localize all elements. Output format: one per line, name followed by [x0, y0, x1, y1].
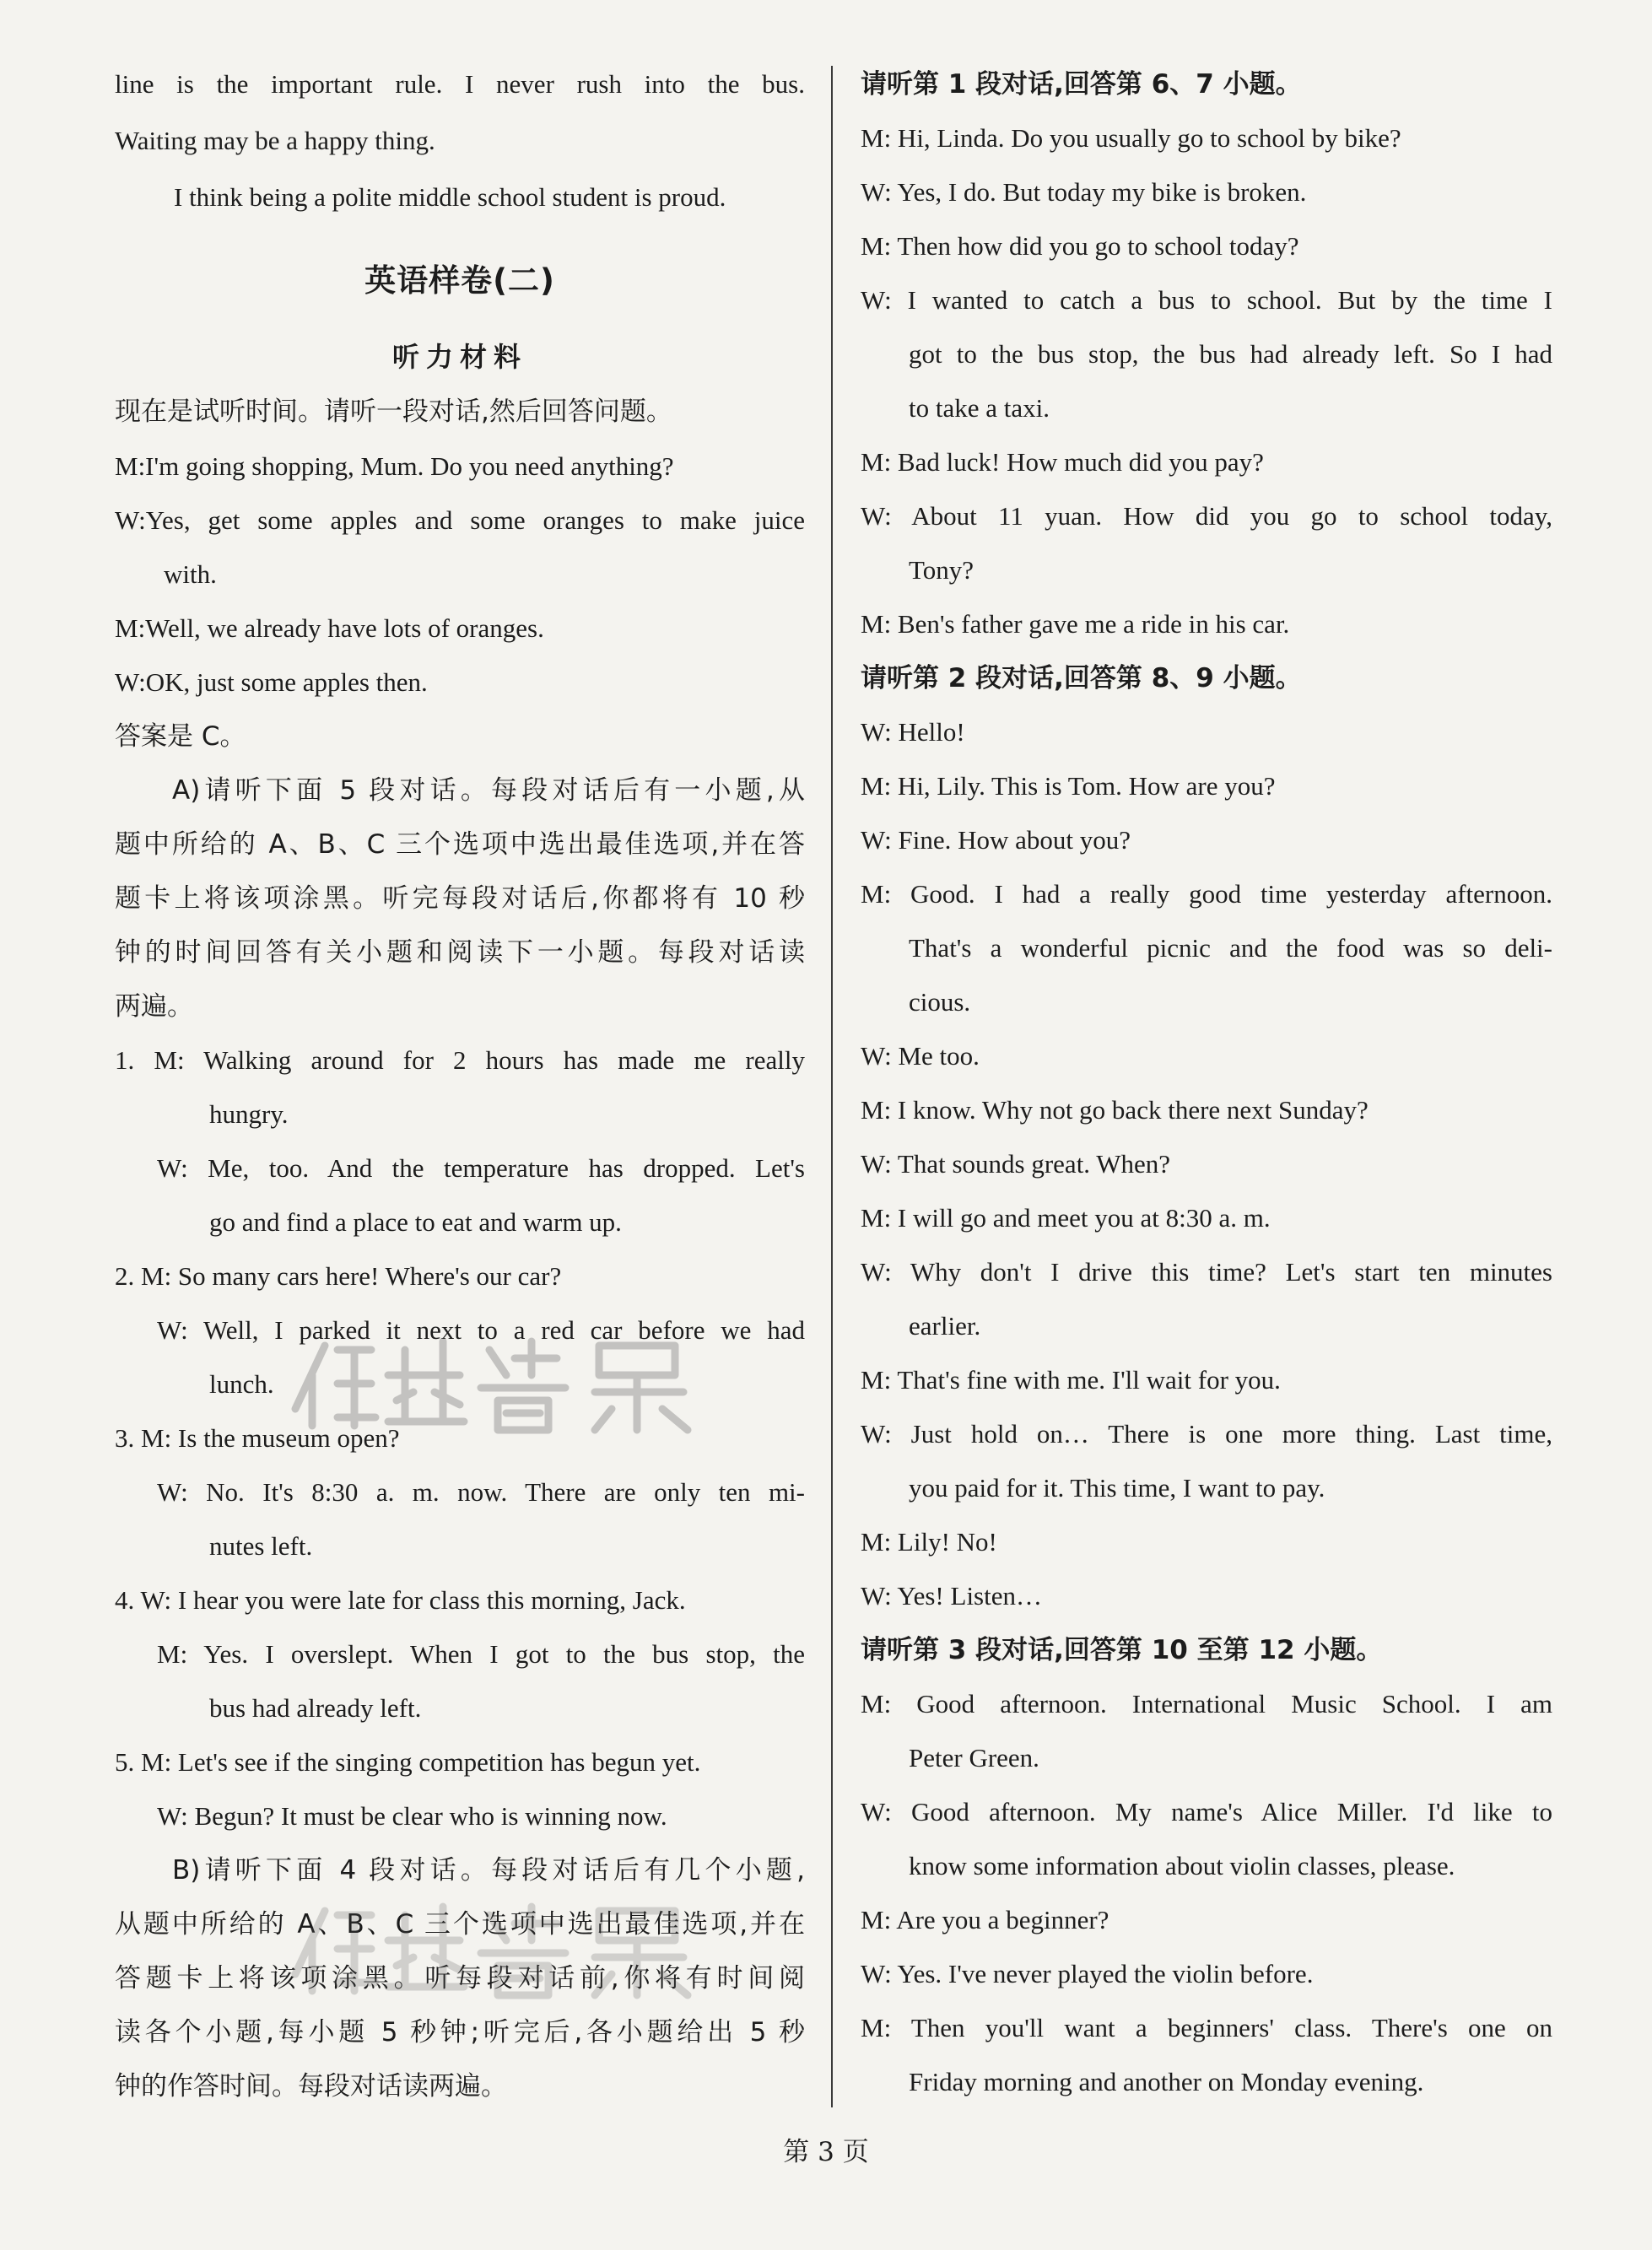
- left-column-line: W: Begun? It must be clear who is winning now.: [157, 1801, 667, 1831]
- left-column-line: 听力材料: [391, 341, 527, 373]
- left-column-line: W: No. It's 8:30 a. m. now. There are only ten mi-: [157, 1477, 805, 1507]
- right-column-line: W: Yes, I do. But today my bike is broken.: [861, 177, 1307, 207]
- left-column-line: line is the important rule. I never rush into the bus.: [115, 69, 805, 99]
- right-column-line: M: Then how did you go to school today?: [861, 231, 1299, 261]
- left-column-line: 答题卡上将该项涂黑。听每段对话前,你将有时间阅: [115, 1963, 805, 1994]
- right-column-line: M: I know. Why not go back there next Sunday?: [861, 1095, 1369, 1125]
- right-column-line: got to the bus stop, the bus had already left. So I had: [909, 339, 1552, 369]
- left-column-line: M:I'm going shopping, Mum. Do you need anything?: [115, 451, 674, 481]
- column-divider: [831, 66, 833, 2107]
- right-column-line: W: Just hold on… There is one more thing. Last time,: [861, 1419, 1552, 1449]
- right-column-line: 请听第 1 段对话,回答第 6、7 小题。: [861, 69, 1302, 100]
- left-column-line: 5. M: Let's see if the singing competition has begun yet.: [115, 1747, 701, 1777]
- right-column-line: M: Then you'll want a beginners' class. There's one on: [861, 2013, 1552, 2042]
- right-column-line: M: Hi, Lily. This is Tom. How are you?: [861, 771, 1276, 801]
- watermark-logo: [278, 1325, 717, 1434]
- right-column-line: Friday morning and another on Monday evening.: [909, 2067, 1424, 2096]
- left-column-line: 英语样卷(二): [364, 262, 555, 299]
- left-column-line: 钟的作答时间。每段对话读两遍。: [115, 2071, 507, 2102]
- watermark-logo: [278, 1890, 717, 1999]
- left-column-line: 题中所给的 A、B、C 三个选项中选出最佳选项,并在答: [115, 829, 805, 860]
- left-column-line: go and find a place to eat and warm up.: [209, 1207, 622, 1237]
- left-column-line: 答案是 C。: [115, 721, 246, 752]
- right-column-line: M: Lily! No!: [861, 1527, 997, 1557]
- left-column-line: 1. M: Walking around for 2 hours has made me really: [115, 1045, 805, 1075]
- left-column-line: 3. M: Is the museum open?: [115, 1423, 400, 1453]
- left-column-line: W:OK, just some apples then.: [115, 667, 428, 697]
- left-column-line: 读各个小题,每小题 5 秒钟;听完后,各小题给出 5 秒: [115, 2017, 805, 2048]
- right-column-line: W: Good afternoon. My name's Alice Miller. I'd like to: [861, 1797, 1552, 1826]
- left-column-line: 从题中所给的 A、B、C 三个选项中选出最佳选项,并在: [115, 1909, 805, 1940]
- right-column-line: M: That's fine with me. I'll wait for you.: [861, 1365, 1281, 1395]
- left-column-line: 两遍。: [115, 991, 193, 1022]
- left-column-line: M:Well, we already have lots of oranges.: [115, 613, 544, 643]
- right-column-line: M: I will go and meet you at 8:30 a. m.: [861, 1203, 1271, 1233]
- left-column-line: A)请听下面 5 段对话。每段对话后有一小题,从: [172, 775, 805, 806]
- right-column-line: 请听第 2 段对话,回答第 8、9 小题。: [861, 663, 1302, 693]
- right-column-line: 请听第 3 段对话,回答第 10 至第 12 小题。: [861, 1635, 1383, 1665]
- right-column-line: M: Are you a beginner?: [861, 1905, 1109, 1934]
- right-column-line: Tony?: [909, 555, 974, 585]
- right-column-line: M: Hi, Linda. Do you usually go to school by bike?: [861, 123, 1401, 153]
- right-column-line: M: Ben's father gave me a ride in his car.: [861, 609, 1290, 639]
- left-column-line: W: Well, I parked it next to a red car before we had: [157, 1315, 805, 1345]
- right-column-line: M: Good afternoon. International Music School. I am: [861, 1689, 1552, 1719]
- right-column-line: to take a taxi.: [909, 393, 1050, 423]
- left-column-line: 现在是试听时间。请听一段对话,然后回答问题。: [115, 397, 672, 427]
- right-column-line: know some information about violin classes, please.: [909, 1851, 1455, 1880]
- left-column-line: lunch.: [209, 1369, 274, 1399]
- left-column-line: B)请听下面 4 段对话。每段对话后有几个小题,: [172, 1855, 805, 1886]
- right-column-line: W: Yes. I've never played the violin before.: [861, 1959, 1314, 1988]
- left-column-line: Waiting may be a happy thing.: [115, 126, 435, 155]
- left-column-line: W: Me, too. And the temperature has dropped. Let's: [157, 1153, 805, 1183]
- right-column-line: W: Why don't I drive this time? Let's start ten minutes: [861, 1257, 1552, 1287]
- left-column-line: nutes left.: [209, 1531, 313, 1561]
- right-column-line: earlier.: [909, 1311, 981, 1341]
- left-column-line: hungry.: [209, 1099, 289, 1129]
- right-column-line: That's a wonderful picnic and the food was so deli-: [909, 933, 1552, 963]
- left-column-line: 4. W: I hear you were late for class this morning, Jack.: [115, 1585, 686, 1615]
- left-column-line: bus had already left.: [209, 1693, 422, 1723]
- right-column-line: cious.: [909, 987, 971, 1017]
- right-column-line: W: Yes! Listen…: [861, 1581, 1042, 1611]
- left-column-line: 钟的时间回答有关小题和阅读下一小题。每段对话读: [115, 937, 805, 968]
- page-number: 第 3 页: [783, 2137, 869, 2167]
- right-column-line: M: Bad luck! How much did you pay?: [861, 447, 1264, 477]
- left-column-line: I think being a polite middle school student is proud.: [174, 182, 726, 212]
- left-column-line: with.: [164, 559, 217, 589]
- right-column-line: W: Hello!: [861, 717, 965, 747]
- right-column-line: W: I wanted to catch a bus to school. But by the time I: [861, 285, 1552, 315]
- left-column-line: 2. M: So many cars here! Where's our car?: [115, 1261, 562, 1291]
- right-column-line: M: Good. I had a really good time yesterday afternoon.: [861, 879, 1552, 909]
- right-column-line: W: Fine. How about you?: [861, 825, 1131, 855]
- left-column-line: W:Yes, get some apples and some oranges to make juice: [115, 505, 805, 535]
- right-column-line: Peter Green.: [909, 1743, 1039, 1772]
- right-column-line: you paid for it. This time, I want to pay.: [909, 1473, 1325, 1503]
- right-column-line: W: That sounds great. When?: [861, 1149, 1171, 1179]
- left-column-line: 题卡上将该项涂黑。听完每段对话后,你都将有 10 秒: [115, 883, 805, 914]
- right-column-line: W: Me too.: [861, 1041, 980, 1071]
- left-column-line: M: Yes. I overslept. When I got to the bus stop, the: [157, 1639, 805, 1669]
- right-column-line: W: About 11 yuan. How did you go to school today,: [861, 501, 1552, 531]
